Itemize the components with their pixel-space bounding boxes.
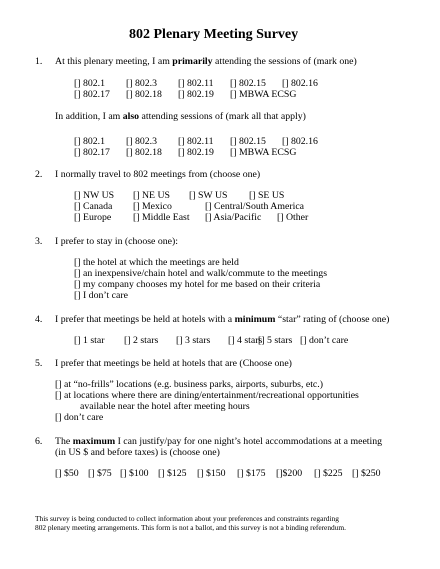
option-mexico[interactable]: [] Mexico	[133, 201, 172, 212]
footer-line-2: 802 plenary meeting arrangements. This form is not a ballot, and this survey is not a binding referendum.	[35, 523, 347, 532]
question-6-emphasis: maximum	[72, 436, 116, 447]
page-title: 802 Plenary Meeting Survey	[129, 27, 299, 42]
question-4-number: 4.	[35, 314, 43, 325]
option-802-15[interactable]: [] 802.15	[230, 78, 266, 89]
question-5-text: I prefer that meetings be held at hotels that are (Choose one)	[55, 358, 292, 369]
option-3-stars[interactable]: [] 3 stars	[176, 335, 211, 346]
option-802-16[interactable]: [] 802.16	[282, 78, 318, 89]
question-1-also-pre: In addition, I am	[55, 111, 123, 122]
question-1-text-post: attending the sessions of (mark one)	[212, 56, 357, 67]
option-inexpensive-hotel[interactable]: [] an inexpensive/chain hotel and walk/commute to the meetings	[74, 268, 328, 279]
option-ne-us[interactable]: [] NE US	[133, 190, 171, 201]
question-6-number: 6.	[35, 436, 43, 447]
option-802-1[interactable]: [] 802.1	[74, 78, 106, 89]
option-802-18[interactable]: [] 802.18	[126, 89, 162, 100]
question-1-also-emphasis: also	[122, 111, 140, 122]
option-802-19[interactable]: [] 802.19	[178, 147, 214, 158]
option-802-17[interactable]: [] 802.17	[74, 89, 110, 100]
question-4-text-post: “star” rating of (choose one)	[275, 314, 390, 325]
option-europe[interactable]: [] Europe	[74, 212, 112, 223]
option-802-18[interactable]: [] 802.18	[126, 147, 162, 158]
question-6-text-pre: The	[55, 436, 73, 447]
option-175[interactable]: [] $175	[237, 468, 266, 479]
option-no-frills[interactable]: [] at “no-frills” locations (e.g. business parks, airports, suburbs, etc.)	[55, 379, 323, 390]
option-2-stars[interactable]: [] 2 stars	[124, 335, 159, 346]
question-6-text-post: I can justify/pay for one night’s hotel accommodations at a meeting	[115, 436, 383, 447]
option-canada[interactable]: [] Canada	[74, 201, 113, 212]
question-3-text: I prefer to stay in (choose one):	[55, 236, 178, 247]
footer-line-1: This survey is being conducted to collect information about your preferences and constraints regarding	[35, 514, 339, 523]
question-6-text-line-2: (in US $ and before taxes) is (choose one)	[55, 447, 220, 458]
option-802-17[interactable]: [] 802.17	[74, 147, 110, 158]
question-2-text: I normally travel to 802 meetings from (choose one)	[55, 169, 261, 180]
option-sw-us[interactable]: [] SW US	[189, 190, 228, 201]
question-1-also-post: attending sessions of (mark all that apply)	[139, 111, 306, 122]
option-nw-us[interactable]: [] NW US	[74, 190, 115, 201]
option-dont-care[interactable]: [] don’t care	[55, 412, 104, 423]
question-6-text	[55, 436, 382, 447]
question-1-also-text	[55, 111, 306, 122]
option-dont-care[interactable]: [] don’t care	[300, 335, 349, 346]
question-4-emphasis: minimum	[234, 314, 276, 325]
option-802-1[interactable]: [] 802.1	[74, 136, 106, 147]
option-125[interactable]: [] $125	[158, 468, 187, 479]
question-2-number: 2.	[35, 169, 43, 180]
question-1-text	[55, 56, 357, 67]
option-4-stars[interactable]: [] 4 stars	[228, 335, 263, 346]
question-4-text-pre: I prefer that meetings be held at hotels with a	[55, 314, 235, 325]
option-802-15[interactable]: [] 802.15	[230, 136, 266, 147]
option-802-3[interactable]: [] 802.3	[126, 136, 158, 147]
option-802-3[interactable]: [] 802.3	[126, 78, 158, 89]
question-1-emphasis: primarily	[172, 56, 213, 67]
option-mbwa-ecsg[interactable]: [] MBWA ECSG	[230, 147, 297, 158]
option-150[interactable]: [] $150	[197, 468, 226, 479]
question-3-number: 3.	[35, 236, 43, 247]
option-802-16[interactable]: [] 802.16	[282, 136, 318, 147]
option-dont-care[interactable]: [] I don’t care	[74, 290, 128, 301]
option-5-stars[interactable]: [] 5 stars	[258, 335, 293, 346]
question-1-text-pre: At this plenary meeting, I am	[55, 56, 173, 67]
option-middle-east[interactable]: [] Middle East	[133, 212, 190, 223]
option-802-11[interactable]: [] 802.11	[178, 78, 214, 89]
option-75[interactable]: [] $75	[88, 468, 112, 479]
option-hotel-at-meetings[interactable]: [] the hotel at which the meetings are held	[74, 257, 239, 268]
option-central-south-america[interactable]: [] Central/South America	[205, 201, 305, 212]
option-1-star[interactable]: [] 1 star	[74, 335, 105, 346]
option-company-chooses[interactable]: [] my company chooses my hotel for me based on their criteria	[74, 279, 321, 290]
option-225[interactable]: [] $225	[314, 468, 343, 479]
option-100[interactable]: [] $100	[120, 468, 149, 479]
option-802-11[interactable]: [] 802.11	[178, 136, 214, 147]
option-asia-pacific[interactable]: [] Asia/Pacific	[205, 212, 262, 223]
option-200[interactable]: []$200	[276, 468, 303, 479]
option-dining-entertainment[interactable]: [] at locations where there are dining/entertainment/recreational opportunities	[55, 390, 359, 401]
option-other[interactable]: [] Other	[277, 212, 309, 223]
question-5-number: 5.	[35, 358, 43, 369]
option-50[interactable]: [] $50	[55, 468, 79, 479]
option-802-19[interactable]: [] 802.19	[178, 89, 214, 100]
option-mbwa-ecsg[interactable]: [] MBWA ECSG	[230, 89, 297, 100]
option-250[interactable]: [] $250	[352, 468, 381, 479]
question-1-number: 1.	[35, 56, 43, 67]
option-dining-entertainment-cont: available near the hotel after meeting hours	[80, 401, 250, 412]
option-se-us[interactable]: [] SE US	[249, 190, 285, 201]
question-4-text	[55, 314, 389, 325]
